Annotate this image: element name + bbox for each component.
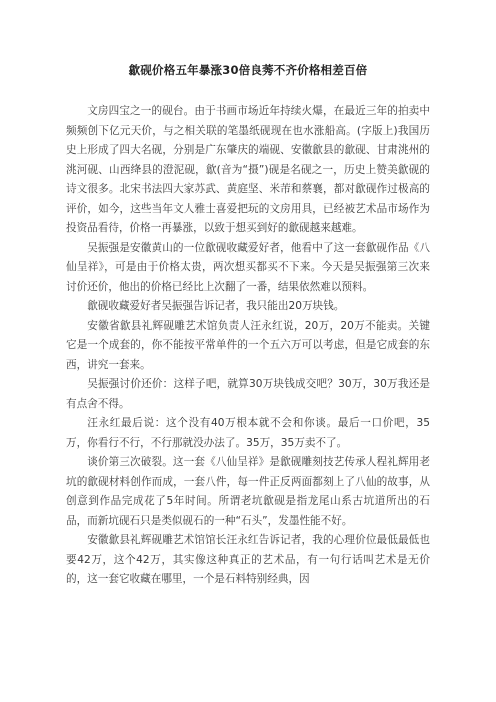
article-paragraph: 汪永红最后说：这个没有40万根本就不会和你谈。最后一口价吧，35万，你看行不行，不行那就没办法了。35万，35万卖不了。 [66, 417, 430, 449]
article-paragraph: 吴振强讨价还价：这样子吧，就算30万块钱成交吧？30万，30万我还是有点舍不得。 [66, 378, 430, 410]
article-paragraph: 吴振强是安徽黄山的一位歙砚收藏爱好者，他看中了这一套歙砚作品《八仙呈祥》，可是由于价格太贵，两次想买都买不下来。今天是吴振强第三次来讨价还价，他出的价格已经比上次翻了一番，结果依然难以预料。 [66, 241, 430, 293]
article-body [66, 102, 430, 590]
article-paragraph: 安徽省歙县礼辉砚雕艺术馆负责人汪永红说，20万，20万不能卖。关键它是一个成套的，你不能按平常单件的一个五六万可以考虑，但是它成套的东西，讲究一套来。 [66, 319, 430, 371]
article-paragraph: 安徽歙县礼辉砚雕艺术馆馆长汪永红告诉记者，我的心理价位最低最低也要42万，这个42万，其实像这种真正的艺术品，有一句行话叫艺术是无价的，这一套它收藏在哪里，一个是石料特别经典，因 [66, 534, 430, 585]
article-title: 歙砚价格五年暴涨30倍良莠不齐价格相差百倍 [128, 63, 368, 77]
article-paragraph: 文房四宝之一的砚台。由于书画市场近年持续火爆，在最近三年的拍卖中频频创下亿元天价，与之相关联的笔墨纸砚现在也水涨船高。(字版上)我国历史上形成了四大名砚，分别是广东肇庆的端砚、安徽歙县的歙砚、甘肃洮州的洮河砚、山西绛县的澄泥砚，歙(音为“摄”)砚是名砚之一，历史上赞美歙砚的诗文很多。北宋书法四大家苏武、黄庭坚、米芾和蔡襄，都对歙砚作过极高的评价，如今，这些当年文人雅士喜爱把玩的文房用具，已经被艺术品市场作为投资品看待，价格一再暴涨，以致于想买到好的歙砚越来越难。 [66, 105, 430, 234]
article-paragraph: 歙砚收藏爱好者吴振强告诉记者，我只能出20万块钱。 [87, 300, 345, 312]
article-paragraph: 谈价第三次破裂。这一套《八仙呈祥》是歙砚雕刻技艺传承人程礼辉用老坑的歙砚材料创作而成，一套八件，每一件正反两面都刻上了八仙的故事，从创意到作品完成花了5年时间。所谓老坑歙砚是指龙尾山系古坑道所出的石品，而新坑砚石只是类似砚石的一种“石头”，发墨性能不好。 [66, 456, 430, 527]
